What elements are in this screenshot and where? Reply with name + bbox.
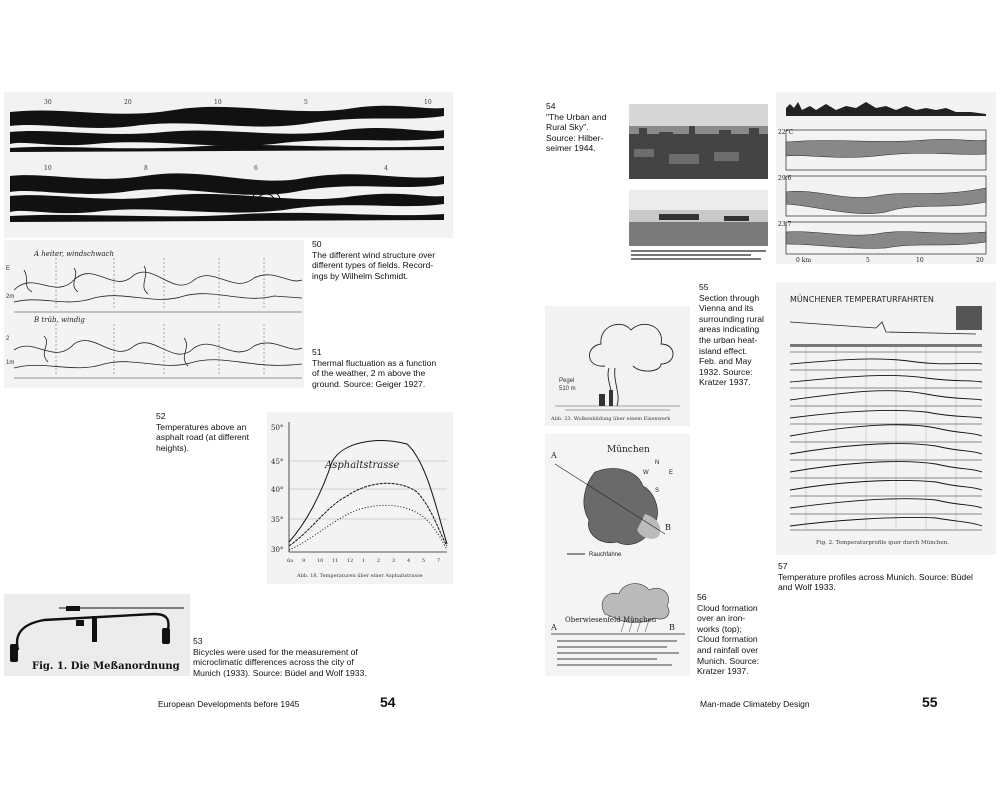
caption-number: 57 [778,561,788,571]
svg-text:40°: 40° [271,486,284,494]
figure-52-asphalt-temperatures [267,412,453,584]
right-page-number: 55 [922,694,938,710]
svg-text:S: S [655,488,660,494]
fig56-smoke-label: Rauchfahne [589,552,622,558]
figure-55-vienna-section [776,92,996,264]
caption-text: "The Urban and Rural Sky". Source: Hilber- seimer 1944. [546,111,607,154]
svg-text:12: 12 [347,558,354,564]
svg-text:20: 20 [124,99,132,106]
caption-56 [697,592,772,677]
svg-text:2: 2 [377,558,381,564]
caption-54 [546,101,628,154]
caption-53 [193,636,393,678]
caption-number: 50 [312,239,322,249]
figure-50-wind-structure [4,92,453,238]
svg-text:Pegel: Pegel [559,378,575,384]
caption-number: 56 [697,592,707,602]
caption-51 [312,347,457,389]
fig56-city-label: München [607,445,650,455]
caption-number: 52 [156,411,166,421]
svg-text:N: N [655,460,660,466]
caption-50 [312,239,457,281]
caption-52 [156,411,266,453]
caption-number: 53 [193,636,203,646]
caption-57 [778,561,988,593]
svg-text:5: 5 [422,558,426,564]
svg-text:45°: 45° [271,458,284,466]
fig53-caption: Fig. 1. Die Meßanordnung [32,661,180,672]
svg-text:10: 10 [317,558,324,564]
svg-text:30°: 30° [271,546,284,554]
svg-text:1m: 1m [6,360,15,366]
svg-text:B: B [669,623,675,632]
caption-55 [699,282,774,388]
fig57-title: MÜNCHENER TEMPERATURFAHRTEN [790,295,934,304]
svg-text:4: 4 [384,165,388,172]
figure-57-munich-temperature-profiles [776,282,996,555]
figure-53-bicycle-apparatus [4,594,190,676]
svg-text:2m: 2m [6,294,15,300]
svg-text:9: 9 [302,558,306,564]
svg-text:3: 3 [392,558,396,564]
caption-text: Temperatures above an asphalt road (at different heights). [156,421,249,453]
svg-text:50°: 50° [271,424,284,432]
fig51-label-a: A heiter, windschwach [34,250,114,258]
svg-text:10: 10 [916,257,924,264]
svg-text:35°: 35° [271,516,284,524]
right-page-running-footer: Man-made Climateby Design [700,699,810,709]
caption-text: Bicycles were used for the measurement of microclimatic differences across the city of Munich (1933). Source: Büdel and Wolf 1933. [193,646,367,678]
caption-text: Temperature profiles across Munich. Source: Büdel and Wolf 1933. [778,571,973,593]
fig52-title: Asphaltstrasse [325,460,400,471]
svg-text:4: 4 [407,558,411,564]
svg-text:A: A [551,623,557,632]
svg-text:29.6: 29.6 [778,175,792,182]
fig56-top-caption: Abb. 23. Wolkenbildung über einem Eisenwerk [551,416,671,422]
svg-text:W: W [643,470,649,476]
fig52-caption: Abb. 18. Temperaturen über einer Asphaltstrasse [297,573,423,579]
svg-text:8: 8 [144,165,148,172]
fig57-caption: Fig. 2. Temperaturprofile quer durch München. [816,540,949,546]
svg-text:1: 1 [362,558,366,564]
svg-text:6a: 6a [287,558,294,564]
caption-number: 54 [546,101,556,111]
figure-54-urban-rural-sky [629,104,768,264]
left-page-running-footer: European Developments before 1945 [158,699,300,709]
svg-text:7: 7 [437,558,441,564]
svg-text:10: 10 [424,99,432,106]
svg-text:30: 30 [44,99,52,106]
svg-text:5: 5 [866,257,870,264]
svg-text:10: 10 [44,165,52,172]
svg-text:10: 10 [214,99,222,106]
svg-text:6: 6 [254,165,258,172]
svg-text:A: A [551,451,557,460]
fig51-label-b: B trüb, windig [34,316,85,324]
left-page-number: 54 [380,694,396,710]
svg-text:0 km: 0 km [796,257,812,264]
figure-51-thermal-fluctuation [4,240,304,388]
svg-text:11: 11 [332,558,339,564]
svg-text:23.7: 23.7 [778,221,792,228]
svg-text:E: E [669,470,674,476]
svg-text:510 m: 510 m [559,386,576,392]
svg-text:22°C: 22°C [778,129,794,136]
svg-text:B: B [665,523,671,532]
caption-text: Thermal fluctuation as a function of the weather, 2 m above the ground. Source: Geiger 1927. [312,357,437,389]
svg-text:5: 5 [304,99,308,106]
caption-text: Section through Vienna and its surrounding rural areas indicating the urban heat- island effect. Feb. and May 1932. Source: Kratzer 1937. [699,292,764,388]
caption-text: Cloud formation over an iron- works (top); Cloud formation and rainfall over Munich. Source: Kratzer 1937. [697,602,760,677]
fig56-bottom-city-label: Oberwiesenfeld München [565,616,657,624]
caption-text: The different wind structure over different types of fields. Record- ings by Wilhelm Schmidt. [312,249,436,281]
caption-number: 55 [699,282,709,292]
caption-number: 51 [312,347,322,357]
svg-text:E: E [6,266,11,272]
figure-56-munich-rainfall [545,434,690,676]
svg-text:2: 2 [6,336,10,342]
svg-text:20: 20 [976,257,984,264]
figure-56-cloud-ironworks [545,306,690,426]
